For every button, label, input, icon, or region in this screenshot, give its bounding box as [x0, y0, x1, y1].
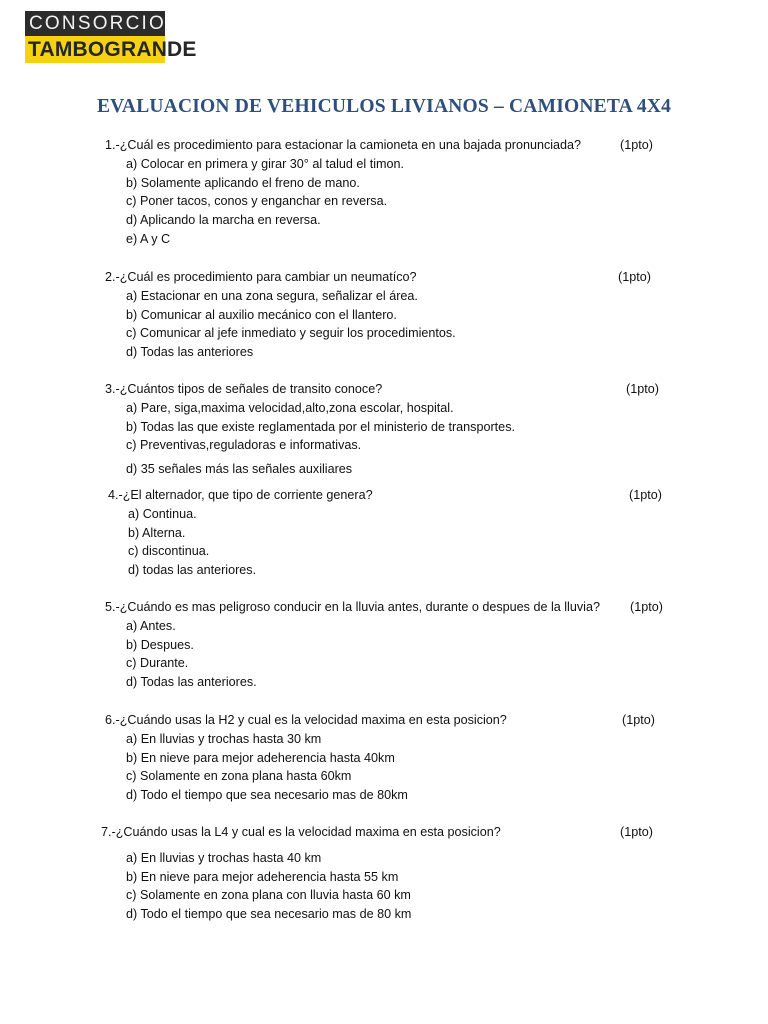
question-7 — [101, 823, 501, 924]
option-d: d) Aplicando la marcha en reversa. — [126, 213, 321, 228]
option-a: a) Estacionar en una zona segura, señalizar el área. — [126, 288, 418, 303]
option-d: d) todas las anteriores. — [128, 563, 257, 578]
option-d: d) Todas las anteriores — [126, 345, 254, 360]
option-c: c) Poner tacos, conos y enganchar en reversa. — [126, 194, 388, 209]
option-a: a) Continua. — [128, 506, 197, 521]
option-a: a) Pare, siga,maxima velocidad,alto,zona escolar, hospital. — [126, 400, 454, 415]
option-b: b) Comunicar al auxilio mecánico con el llantero. — [126, 307, 397, 322]
option-d: d) Todas las anteriores. — [126, 675, 257, 690]
option-c: c) Durante. — [126, 656, 189, 671]
logo-line-2: TAMBOGRANDE — [25, 36, 165, 63]
option-c: c) Preventivas,reguladoras e informativas. — [126, 438, 362, 453]
option-d: d) 35 señales más las señales auxiliares — [126, 462, 353, 477]
option-b: b) Todas las que existe reglamentada por el ministerio de transportes. — [126, 419, 515, 434]
option-c: c) Comunicar al jefe inmediato y seguir los procedimientos. — [126, 326, 456, 341]
question-stem: 4.-¿El alternador, que tipo de corriente genera? — [108, 488, 373, 502]
option-e: e) A y C — [126, 231, 171, 246]
option-b: b) En nieve para mejor adeherencia hasta 55 km — [126, 869, 399, 884]
question-1 — [105, 136, 581, 249]
question-3 — [105, 380, 515, 479]
question-stem: 6.-¿Cuándo usas la H2 y cual es la velocidad maxima en esta posicion? — [105, 713, 507, 727]
option-d: d) Todo el tiempo que sea necesario mas de 80km — [126, 788, 408, 803]
question-2 — [105, 268, 456, 362]
option-b: b) Alterna. — [128, 525, 186, 540]
option-c: c) Solamente en zona plana con lluvia hasta 60 km — [126, 888, 411, 903]
option-b: b) Solamente aplicando el freno de mano. — [126, 175, 360, 190]
question-stem: 7.-¿Cuándo usas la L4 y cual es la velocidad maxima en esta posicion? — [101, 825, 501, 839]
question-1-points: (1pto) — [620, 138, 653, 152]
question-stem: 3.-¿Cuántos tipos de señales de transito conoce? — [105, 382, 383, 396]
option-a: a) Antes. — [126, 618, 176, 633]
question-7-points: (1pto) — [620, 825, 653, 839]
option-a: a) En lluvias y trochas hasta 40 km — [126, 850, 322, 865]
question-stem: 2.-¿Cuál es procedimiento para cambiar un neumatíco? — [105, 270, 417, 284]
question-stem: 1.-¿Cuál es procedimiento para estacionar la camioneta en una bajada pronunciada? — [105, 138, 582, 152]
question-5-points: (1pto) — [630, 600, 663, 614]
option-a: a) Colocar en primera y girar 30° al talud el timon. — [126, 156, 405, 171]
question-stem: 5.-¿Cuándo es mas peligroso conducir en la lluvia antes, durante o despues de la lluvia? — [105, 600, 600, 614]
option-b: b) En nieve para mejor adeherencia hasta 40km — [126, 750, 395, 765]
question-4 — [108, 486, 373, 580]
question-4-points: (1pto) — [629, 488, 662, 502]
option-c: c) discontinua. — [128, 544, 210, 559]
logo-line-1: CONSORCIO — [25, 11, 165, 36]
option-c: c) Solamente en zona plana hasta 60km — [126, 769, 352, 784]
option-a: a) En lluvias y trochas hasta 30 km — [126, 731, 322, 746]
question-3-points: (1pto) — [626, 382, 659, 396]
option-d: d) Todo el tiempo que sea necesario mas de 80 km — [126, 907, 412, 922]
company-logo — [25, 11, 197, 63]
option-b: b) Despues. — [126, 637, 194, 652]
document-title: EVALUACION DE VEHICULOS LIVIANOS – CAMIONETA 4X4 — [96, 96, 672, 117]
question-6-points: (1pto) — [622, 713, 655, 727]
question-6 — [105, 711, 507, 805]
question-5 — [105, 598, 600, 692]
question-2-points: (1pto) — [618, 270, 651, 284]
